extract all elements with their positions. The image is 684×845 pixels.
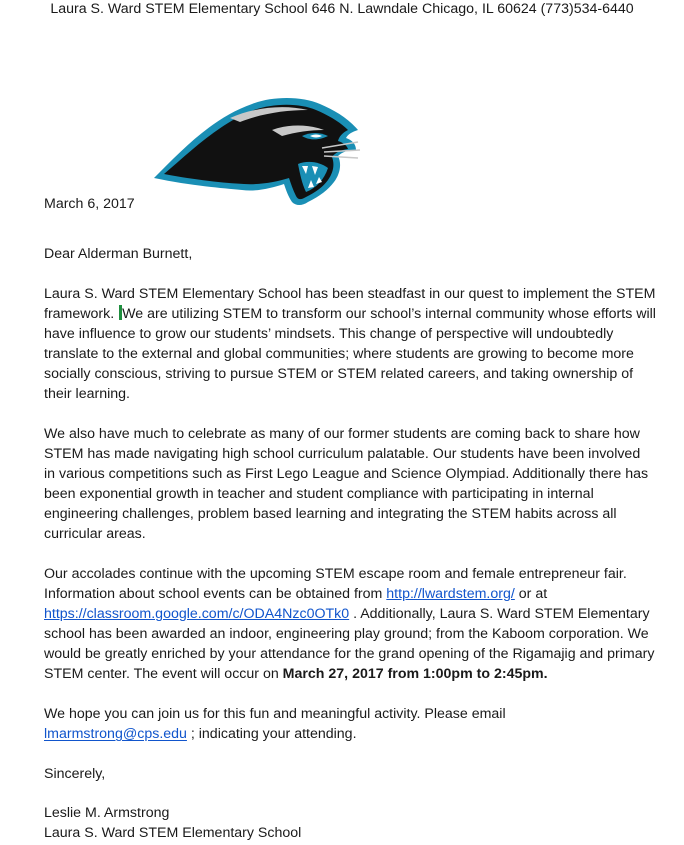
letter-salutation: Dear Alderman Burnett,: [44, 246, 193, 262]
p1-line-2: [44, 304, 674, 324]
email-link[interactable]: lmarmstrong@cps.edu: [44, 726, 187, 742]
panther-logo-icon: [152, 90, 362, 208]
p1-line-2a: framework.: [44, 306, 115, 322]
p3-line-6a: STEM center. The event will occur on: [44, 666, 283, 682]
p2-line-5: engineering challenges, problem based learning and integrating the STEM habits across all: [44, 506, 617, 522]
p2-line-3: in various competitions such as First Lego League and Science Olympiad. Additionally there has: [44, 466, 649, 482]
p3-line-5: would be greatly enriched by your attendance for the grand opening of the Rigamajig and primary: [44, 646, 655, 662]
p1-line-6: their learning.: [44, 386, 130, 402]
p3-line-2: [44, 584, 674, 604]
p1-line-5: socially conscious, striving to pursue STEM or STEM related careers, and taking ownership of: [44, 366, 634, 382]
school-website-link[interactable]: http://lwardstem.org/: [386, 586, 515, 602]
p3-line-4: school has been awarded an indoor, engineering play ground; from the Kaboom corporation. We: [44, 626, 649, 642]
p1-line-1: Laura S. Ward STEM Elementary School has been steadfast in our quest to implement the STEM: [44, 286, 656, 302]
p3-line-2a: Information about school events can be obtained from: [44, 586, 387, 602]
p3-line-2b: or at: [514, 586, 548, 602]
paragraph-3: [44, 564, 674, 684]
p1-line-3: have influence to grow our students’ mindsets. This change of perspective will undoubtedly: [44, 326, 614, 342]
signer-school: Laura S. Ward STEM Elementary School: [44, 825, 302, 841]
signature-block: [44, 803, 674, 843]
p2-line-1: We also have much to celebrate as many of our former students are coming back to share how: [44, 426, 640, 442]
letter-closing: Sincerely,: [44, 766, 106, 782]
p3-line-1: Our accolades continue with the upcoming STEM escape room and female entrepreneur fair.: [44, 566, 627, 582]
p4-line-2: [44, 724, 674, 744]
paragraph-4: [44, 704, 674, 744]
p4-line-1: We hope you can join us for this fun and meaningful activity. Please email: [44, 706, 506, 722]
p2-line-4: been exponential growth in teacher and student compliance with participating in internal: [44, 486, 594, 502]
paragraph-1: [44, 284, 674, 404]
event-date-time: March 27, 2017 from 1:00pm to 2:45pm.: [282, 666, 548, 682]
p1-line-4: translate to the external and global communities; where students are growing to become more: [44, 346, 634, 362]
school-address-header: Laura S. Ward STEM Elementary School 646 N. Lawndale Chicago, IL 60624 (773)534-6440: [50, 1, 634, 17]
p2-line-2: STEM has made navigating high school curriculum palatable. Our students have been involved: [44, 446, 641, 462]
p4-line-2b: ; indicating your attending.: [186, 726, 357, 742]
p3-line-6: [44, 664, 674, 684]
p1-line-2b: We are utilizing STEM to transform our school’s internal community whose efforts will: [122, 306, 656, 322]
google-classroom-link[interactable]: https://classroom.google.com/c/ODA4Nzc0OTk0: [44, 606, 350, 622]
signer-name: Leslie M. Armstrong: [44, 805, 170, 821]
p2-line-6: curricular areas.: [44, 526, 146, 542]
p3-line-3: [44, 604, 674, 624]
letter-date: March 6, 2017: [44, 196, 135, 212]
p3-line-3b: . Additionally, Laura S. Ward STEM Elementary: [349, 606, 650, 622]
paragraph-2: [44, 424, 674, 544]
